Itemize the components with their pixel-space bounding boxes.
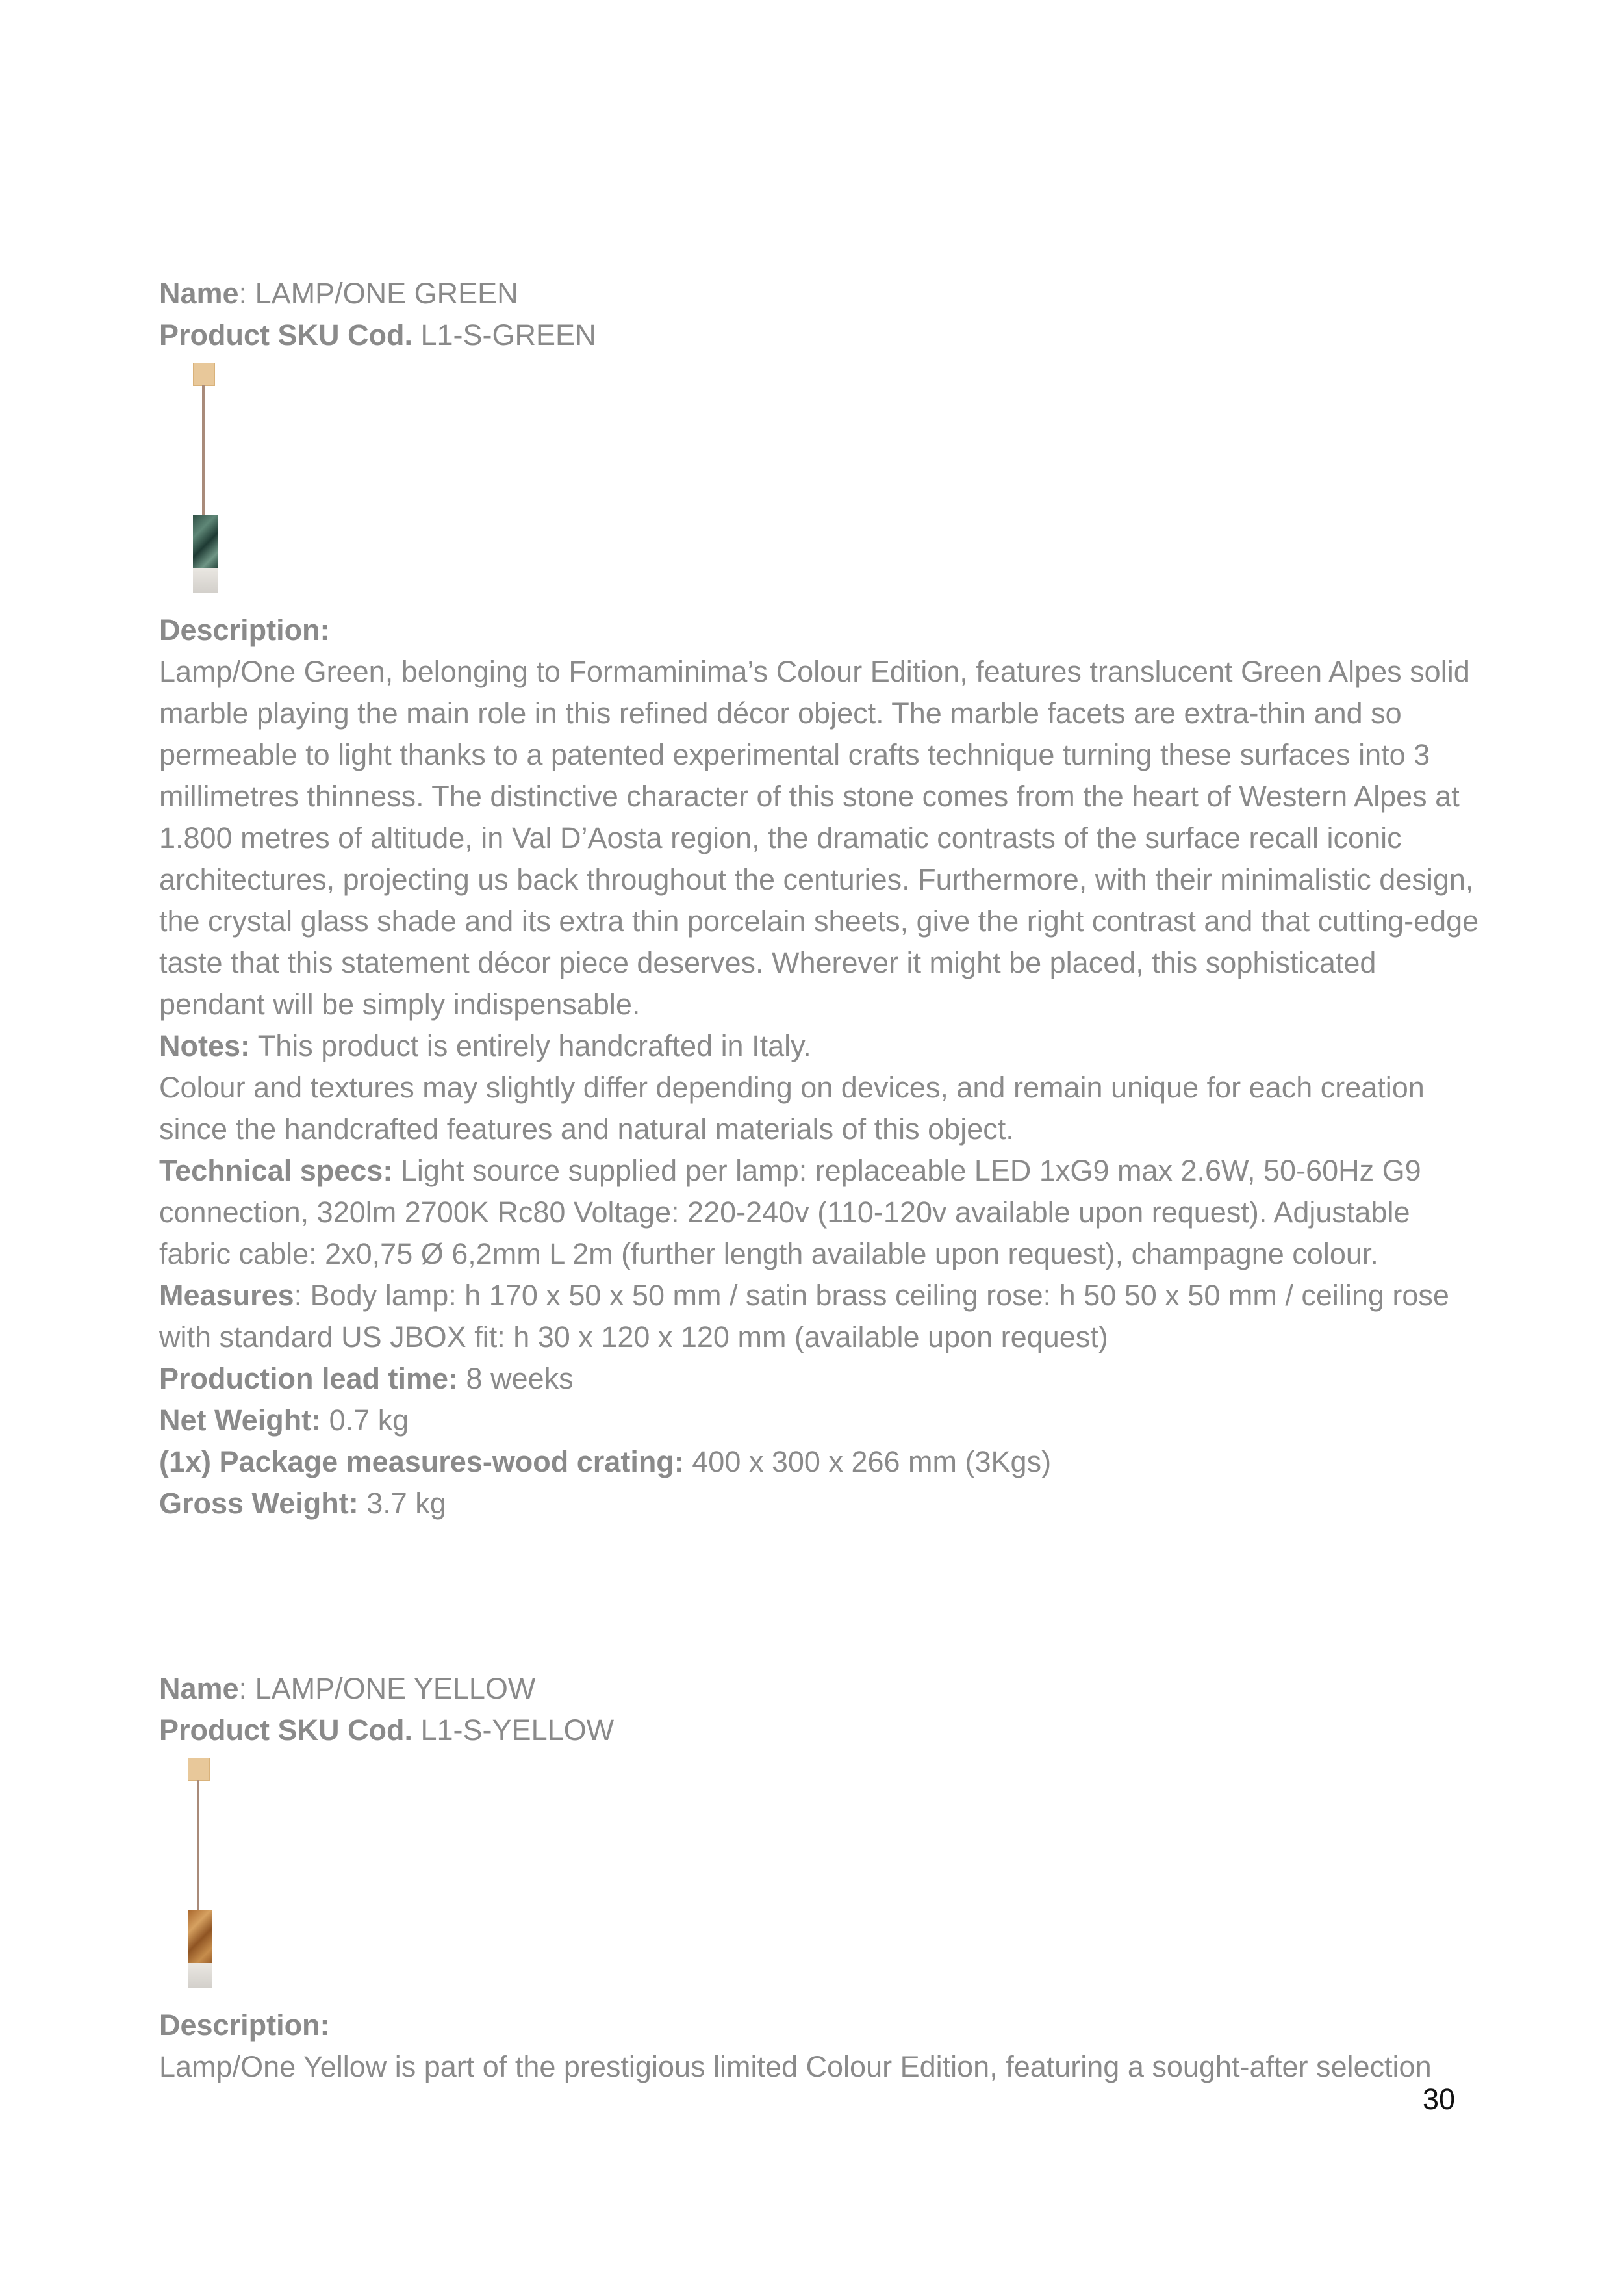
yellow-marble-shade [188,1910,212,1963]
notes-value: This product is entirely handcrafted in Italy. [250,1029,811,1062]
notes-label: Notes: [159,1029,251,1062]
product-block-yellow [159,1668,1484,2088]
description-label: Description: [159,613,330,647]
sku-label: Product SKU Cod. [159,1713,412,1747]
package-label: (1x) Package measures-wood crating: [159,1445,684,1478]
net-value: 0.7 kg [321,1404,409,1437]
package-measures [159,1441,1484,1483]
green-marble-shade [193,515,218,568]
product-name [159,1668,1484,1710]
name-label: Name [159,1672,239,1705]
description-text: Lamp/One Yellow is part of the prestigious limited Colour Edition, featuring a sought-after selection [159,2050,1432,2083]
notes [159,1025,1484,1067]
sku-label: Product SKU Cod. [159,318,412,352]
package-value: 400 x 300 x 266 mm (3Kgs) [683,1445,1052,1478]
product-name [159,273,1484,314]
product-sku [159,314,1484,356]
name-value: : LAMP/ONE GREEN [238,277,518,310]
tech-label: Technical specs: [159,1154,393,1187]
lamp-cable [197,1780,199,1910]
lamp-body [188,1910,212,1988]
porcelain-base [188,1963,212,1988]
sku-value: L1-S-GREEN [412,318,596,352]
lead-value: 8 weeks [458,1362,574,1395]
lamp-cable [202,385,205,515]
page-number: 30 [1422,2083,1455,2116]
tech-value: Light source supplied per lamp: replaceable LED 1xG9 max 2.6W, 50-60Hz G9 connection, 320lm 2700K Rc80 Voltage: 220-240v (110-120v available upon request). Adjustable fabric cable: 2x0,75 Ø 6,2mm L 2m (further length available upon request), champagne colour. [159,1154,1421,1270]
lamp-body [193,515,218,593]
name-label: Name [159,277,239,310]
description-label: Description: [159,2008,330,2042]
gross-label: Gross Weight: [159,1487,359,1520]
lead-time [159,1358,1484,1400]
net-weight [159,1400,1484,1441]
ceiling-rose [188,1758,210,1781]
product-block-green [159,273,1484,1524]
net-label: Net Weight: [159,1404,322,1437]
lead-label: Production lead time: [159,1362,459,1395]
lamp-yellow-image [154,1758,232,1992]
measures [159,1275,1484,1358]
name-value: : LAMP/ONE YELLOW [238,1672,536,1705]
gross-value: 3.7 kg [358,1487,446,1520]
sku-value: L1-S-YELLOW [412,1713,615,1747]
description-text: Lamp/One Green, belonging to Formaminima’s Colour Edition, features translucent Green Alpes solid marble playing the main role in this refined décor object. The marble facets are extra-thin and so permeable to light thanks to a patented experimental crafts technique turning these surfaces into 3 millimetres thinness. The distinctive character of this stone comes from the heart of Western Alpes at 1.800 metres of altitude, in Val D’Aosta region, the dramatic contrasts of the surface recall iconic architectures, projecting us back throughout the centuries. Furthermore, with their minimalistic design, the crystal glass shade and its extra thin porcelain sheets, give the right contrast and that cutting-edge taste that this statement décor piece deserves. Wherever it might be placed, this sophisticated pendant will be simply indispensable. [159,655,1479,1021]
technical-specs [159,1150,1484,1275]
product-sku [159,1710,1484,1751]
ceiling-rose [193,363,215,386]
measures-value: : Body lamp: h 170 x 50 x 50 mm / satin brass ceiling rose: h 50 50 x 50 mm / ceiling rose with standard US JBOX fit: h 30 x 120 x 120 mm (available upon request) [159,1279,1449,1353]
porcelain-base [193,568,218,593]
measures-label: Measures [159,1279,294,1312]
colour-note: Colour and textures may slightly differ depending on devices, and remain unique for each creation since the handcrafted features and natural materials of this object. [159,1071,1425,1146]
gross-weight [159,1483,1484,1524]
lamp-green-image [159,363,237,596]
